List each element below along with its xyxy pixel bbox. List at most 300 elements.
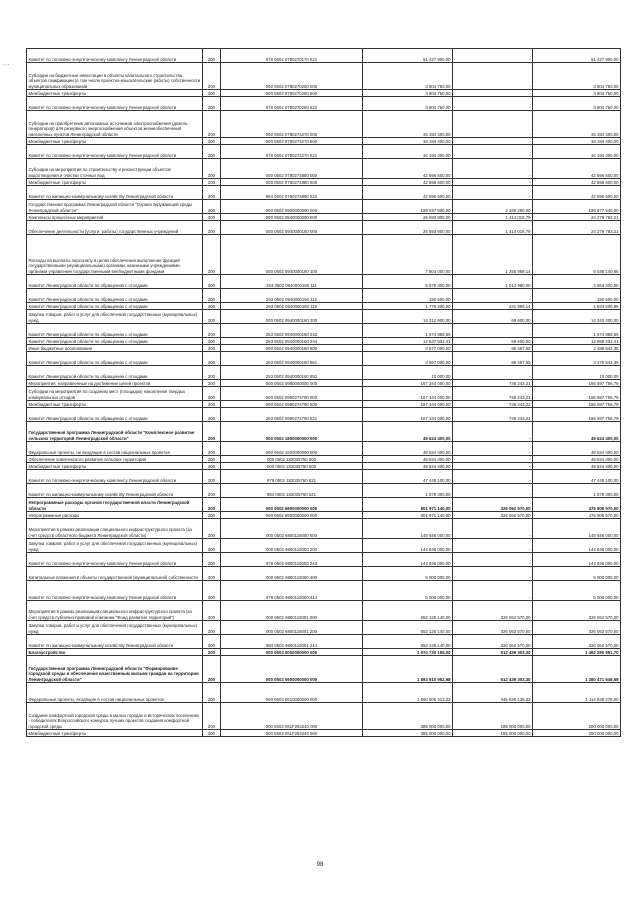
row-approved: 25 693 800,00	[363, 214, 453, 221]
row-approved: 42 596 600,00	[363, 186, 453, 200]
row-name: Субсидии на бюджетные инвестиции в объекты капитального строительства объектов газификации (в том числе проектно-изыскательские работы) собственности муниципальных образований	[27, 63, 203, 90]
row-executed: 445 626 135,33	[453, 683, 533, 703]
row-code: 200	[203, 408, 221, 422]
row-kbk: 000 0502 0940000000 000	[221, 214, 363, 221]
row-approved: 34 194 400,00	[363, 111, 453, 138]
row-kbk: 253 0502 0980274790 521	[221, 408, 363, 422]
row-code: 200	[203, 456, 221, 463]
row-executed: -	[453, 49, 533, 63]
row-remaining: 34 194 400,00	[533, 138, 621, 145]
row-code: 200	[203, 581, 221, 601]
table-row	[27, 387, 621, 401]
row-executed: 326 062 570,00	[453, 621, 533, 635]
row-code: 200	[203, 512, 221, 519]
row-approved: 5 878 300,00	[363, 275, 453, 289]
row-name: Закупка товаров, работ и услуг для обеспечения государственных (муниципальных) нужд	[27, 310, 203, 324]
row-name: Иные бюджетные ассигнования	[27, 345, 203, 352]
row-name: Закупка товаров, работ и услуг для обеспечения государственных (муниципальных) нужд	[27, 621, 203, 635]
row-approved: 3 804 750,00	[363, 97, 453, 111]
table-row	[27, 366, 621, 380]
row-kbk: 000 0502 1820000000 000	[221, 442, 363, 456]
row-name: Комплексы процессных мероприятий	[27, 214, 203, 221]
table-row	[27, 310, 621, 324]
row-remaining: 5 000 000,00	[533, 567, 621, 581]
row-remaining: 200 000 000,00	[533, 730, 621, 737]
row-remaining: 42 596 600,00	[533, 186, 621, 200]
row-executed: -	[453, 138, 533, 145]
table-row	[27, 303, 621, 310]
row-name: Комитет Ленинградской области по обращению с отходами	[27, 366, 203, 380]
row-code: 200	[203, 138, 221, 145]
row-executed: 185 000 000,00	[453, 730, 533, 737]
budget-table	[26, 48, 621, 737]
row-remaining: 144 846 000,00	[533, 539, 621, 553]
row-approved: 7 804 000,00	[363, 235, 453, 275]
row-kbk: 253 0502 0940000160 244	[221, 338, 363, 345]
row-kbk: 984 0502 0780274880 522	[221, 186, 363, 200]
row-code: 200	[203, 380, 221, 387]
row-approved: 3 804 750,00	[363, 63, 453, 90]
row-code: 200	[203, 186, 221, 200]
table-row	[27, 338, 621, 345]
row-approved: 144 846 000,00	[363, 553, 453, 567]
row-name: Комитет Ленинградской области по обращению с отходами	[27, 303, 203, 310]
row-code: 200	[203, 567, 221, 581]
row-kbk: 000 0502 0780274880 500	[221, 179, 363, 186]
table-row	[27, 656, 621, 683]
table-row	[27, 179, 621, 186]
row-code: 200	[203, 484, 221, 498]
table-row	[27, 221, 621, 235]
table-row	[27, 90, 621, 97]
row-approved: 48 524 400,00	[363, 456, 453, 463]
row-name: Федеральные проекты, входящие в состав национальных проектов	[27, 683, 203, 703]
row-kbk: 000 0502 0780270250 000	[221, 63, 363, 90]
row-executed: 326 062 570,00	[453, 512, 533, 519]
row-code: 200	[203, 539, 221, 553]
row-remaining: 34 194 400,00	[533, 145, 621, 159]
row-approved: 10 000,00	[363, 366, 453, 380]
row-name: Комитет по топливно-энергетическому комплексу Ленинградской области	[27, 581, 203, 601]
table-row	[27, 111, 621, 138]
row-remaining: 1 380 471 649,68	[533, 656, 621, 683]
row-remaining: 326 062 570,00	[533, 621, 621, 635]
row-remaining: 42 596 600,00	[533, 179, 621, 186]
row-remaining: 200 000 000,00	[533, 703, 621, 730]
row-kbk: 978 0502 0780274270 521	[221, 145, 363, 159]
row-executed: 185 000 000,00	[453, 703, 533, 730]
row-name: Межбюджетные трансферты	[27, 90, 203, 97]
row-approved: 5 000 000,00	[363, 581, 453, 601]
row-kbk: 978 0502 0780270250 522	[221, 97, 363, 111]
row-remaining: 3 478 542,35	[533, 352, 621, 366]
row-name: Мероприятия в рамках реализации специального инфраструктурного проекта (за счет средств публично-правовой компании "Фонд развития территорий")	[27, 601, 203, 621]
row-code: 200	[203, 145, 221, 159]
row-name: Создание комфортной городской среды в малых городах и исторических поселениях - победителях Всероссийского конкурса лучших проектов создания комфортной городской среды	[27, 703, 203, 730]
row-executed: -	[453, 97, 533, 111]
row-kbk: 253 0502 0940000160 852	[221, 366, 363, 380]
row-kbk: 000 0502 6800000000 000	[221, 512, 363, 519]
row-name: Непрограммные расходы органов государственной власти Ленинградской области	[27, 498, 203, 512]
row-name: Расходы на выплаты персоналу в целях обеспечения выполнения функций государственными (муниципальными) органами, казенными учреждениями, органами управления государственными внебюджетными фондами	[27, 235, 203, 275]
row-name: Субсидии на приобретение автономных источников электроснабжения (дизель-генераторов) для резервного энергоснабжения объектов жизнеобеспечения населенных пунктов Ленинградской области	[27, 111, 203, 138]
row-executed: -	[453, 567, 533, 581]
row-approved: 1 674 968,59	[363, 324, 453, 338]
row-name: Федеральные проекты, не входящие в состав национальных проектов	[27, 442, 203, 456]
row-code: 200	[203, 463, 221, 470]
row-code: 200	[203, 49, 221, 63]
table-row	[27, 289, 621, 303]
row-name: Комитет Ленинградской области по обращению с отходами	[27, 324, 203, 338]
row-kbk: 978 0502 0780270170 521	[221, 49, 363, 63]
table-row	[27, 649, 621, 656]
row-code: 200	[203, 200, 221, 214]
row-kbk: 000 0502 0980274790 000	[221, 387, 363, 401]
row-name: Капитальные вложения в объекты государственной (муниципальной) собственности	[27, 567, 203, 581]
row-executed: -	[453, 484, 533, 498]
row-kbk: 000 0502 0980000000 000	[221, 380, 363, 387]
row-name: Обеспечение комплексного развития сельских территорий	[27, 456, 203, 463]
row-code: 200	[203, 221, 221, 235]
row-remaining: 3 804 750,00	[533, 90, 621, 97]
row-approved: 34 194 400,00	[363, 138, 453, 145]
row-executed: 326 062 570,00	[453, 498, 533, 512]
table-row	[27, 512, 621, 519]
table-row	[27, 463, 621, 470]
table-row	[27, 200, 621, 214]
table-row	[27, 186, 621, 200]
row-remaining: 1 533 200,86	[533, 303, 621, 310]
row-kbk: 000 0502 6800000000 000	[221, 498, 363, 512]
row-executed: 69 600,00	[453, 310, 533, 324]
row-approved: 3 577 000,00	[363, 345, 453, 352]
row-name: Государственная программа Ленинградской области "Комплексное развитие сельских территорий Ленинградской области"	[27, 422, 203, 442]
row-kbk: 000 0502 0940000160 200	[221, 310, 363, 324]
row-remaining: 3 804 750,00	[533, 63, 621, 90]
row-approved: 652 125 140,00	[363, 621, 453, 635]
row-approved: 1 079 300,00	[363, 484, 453, 498]
row-code: 200	[203, 303, 221, 310]
row-executed: -	[453, 366, 533, 380]
row-remaining: 475 908 570,00	[533, 498, 621, 512]
row-kbk: 000 0502 0900000000 000	[221, 200, 363, 214]
row-code: 200	[203, 235, 221, 275]
table-row	[27, 635, 621, 649]
row-name: Комитет Ленинградской области по обращению с отходами	[27, 352, 203, 366]
row-executed: -	[453, 159, 533, 179]
row-name: Межбюджетные трансферты	[27, 179, 203, 186]
row-code: 200	[203, 90, 221, 97]
row-approved: 801 971 140,00	[363, 498, 453, 512]
row-remaining: 326 062 570,00	[533, 635, 621, 649]
row-code: 200	[203, 63, 221, 90]
row-executed: 1 414 016,79	[453, 214, 533, 221]
row-remaining: 48 524 400,00	[533, 442, 621, 456]
row-executed: 69 600,00	[453, 338, 533, 345]
row-name: Государственная программа Ленинградской области "Охрана окружающей среды Ленинградской области"	[27, 200, 203, 214]
row-code: 200	[203, 442, 221, 456]
row-executed: -	[453, 324, 533, 338]
row-approved: 652 125 140,00	[363, 601, 453, 621]
row-remaining: 48 524 400,00	[533, 456, 621, 463]
row-code: 200	[203, 601, 221, 621]
row-remaining: 144 846 000,00	[533, 553, 621, 567]
row-kbk: 000 0502 0940000160 800	[221, 345, 363, 352]
table-row	[27, 159, 621, 179]
table-row	[27, 214, 621, 221]
table-row	[27, 145, 621, 159]
row-kbk: 253 0502 0940000160 119	[221, 303, 363, 310]
row-executed: -	[453, 90, 533, 97]
page-number: 98	[316, 862, 324, 868]
row-code: 200	[203, 275, 221, 289]
row-code: 200	[203, 656, 221, 683]
row-executed: -	[453, 456, 533, 463]
row-approved: 1 974 730 155,00	[363, 649, 453, 656]
table-row	[27, 683, 621, 703]
row-kbk: 000 0502 1800000000 000	[221, 422, 363, 442]
row-kbk: 253 0502 0940000160 111	[221, 275, 363, 289]
row-remaining: 24 279 783,21	[533, 221, 621, 235]
row-remaining: 51 427 800,00	[533, 49, 621, 63]
row-name: Мероприятия, направленные на достижение целей проектов	[27, 380, 203, 387]
table-row	[27, 138, 621, 145]
table-row	[27, 730, 621, 737]
row-remaining: 3 804 750,00	[533, 97, 621, 111]
row-approved: 51 427 800,00	[363, 49, 453, 63]
row-kbk: 000 0502 182035760 000	[221, 456, 363, 463]
table-row	[27, 97, 621, 111]
row-name: Мероприятия в рамках реализации специального инфраструктурного проекта (за счет средств областного бюджета Ленинградской области)	[27, 519, 203, 539]
row-executed: -	[453, 553, 533, 567]
row-executed: 1 255 959,14	[453, 235, 533, 275]
row-approved: 150 500,00	[363, 289, 453, 303]
row-code: 200	[203, 111, 221, 138]
row-approved: 12 637 831,41	[363, 338, 453, 345]
row-name: Субсидии на мероприятия по созданию мест (площадок) накопления твердых коммунальных отходов	[27, 387, 203, 401]
row-name: Комитет по топливно-энергетическому комплексу Ленинградской области	[27, 145, 203, 159]
row-executed: 241 999,14	[453, 303, 533, 310]
row-executed: -	[453, 111, 533, 138]
row-executed: 326 062 570,00	[453, 635, 533, 649]
row-remaining: 5 000 000,00	[533, 581, 621, 601]
row-executed: 88 457,65	[453, 352, 533, 366]
row-executed: 512 439 303,30	[453, 656, 533, 683]
row-approved: 1 775 200,00	[363, 303, 453, 310]
row-approved: 167 344 000,00	[363, 380, 453, 387]
row-name: Межбюджетные трансферты	[27, 463, 203, 470]
row-remaining: 166 597 756,79	[533, 380, 621, 387]
row-remaining: 475 908 570,00	[533, 512, 621, 519]
row-executed: 1 414 016,79	[453, 221, 533, 235]
row-code: 200	[203, 519, 221, 539]
row-code: 200	[203, 422, 221, 442]
margin-mark: - .-	[3, 62, 10, 68]
row-remaining: 24 279 783,21	[533, 214, 621, 221]
row-name: Субсидии на мероприятия по строительству и реконструкции объектов водоотведения и очистки сточных вод	[27, 159, 203, 179]
row-code: 200	[203, 366, 221, 380]
row-name: Благоустройство	[27, 649, 203, 656]
table-row	[27, 275, 621, 289]
row-approved: 42 596 600,00	[363, 159, 453, 179]
table-row	[27, 345, 621, 352]
row-executed: 746 243,21	[453, 380, 533, 387]
row-executed: -	[453, 179, 533, 186]
row-executed: -	[453, 289, 533, 303]
row-name: Комитет по топливно-энергетическому комплексу Ленинградской области	[27, 553, 203, 567]
row-executed: -	[453, 519, 533, 539]
row-remaining: 326 062 570,00	[533, 601, 621, 621]
row-kbk: 000 0502 6800116001 000	[221, 601, 363, 621]
row-approved: 801 971 140,00	[363, 512, 453, 519]
table-row	[27, 539, 621, 553]
row-kbk: 000 0502 0780274880 000	[221, 159, 363, 179]
row-code: 200	[203, 387, 221, 401]
row-executed: 512 439 303,30	[453, 649, 533, 656]
row-approved: 167 344 000,00	[363, 387, 453, 401]
table-row	[27, 519, 621, 539]
row-remaining: 3 488 542,35	[533, 345, 621, 352]
table-row	[27, 442, 621, 456]
row-kbk: 000 0503 061F254240 500	[221, 730, 363, 737]
row-executed: -	[453, 539, 533, 553]
row-name: Комитет Ленинградской области по обращению с отходами	[27, 275, 203, 289]
row-kbk: 000 0502 6800116001 200	[221, 621, 363, 635]
table-row	[27, 581, 621, 601]
row-kbk: 000 0503 0000000000 000	[221, 649, 363, 656]
table-row	[27, 456, 621, 463]
row-name: Комитет Ленинградской области по обращению с отходами	[27, 338, 203, 345]
table-row	[27, 49, 621, 63]
row-approved: 652 125 140,00	[363, 635, 453, 649]
row-code: 200	[203, 352, 221, 366]
row-code: 200	[203, 703, 221, 730]
row-approved: 385 000 000,00	[363, 703, 453, 730]
row-code: 200	[203, 179, 221, 186]
row-code: 200	[203, 310, 221, 324]
row-kbk: 000 0502 182035760 500	[221, 463, 363, 470]
row-approved: 3 804 750,00	[363, 90, 453, 97]
row-name: Межбюджетные трансферты	[27, 401, 203, 408]
row-code: 200	[203, 324, 221, 338]
row-approved: 1 560 505 413,33	[363, 683, 453, 703]
table-row	[27, 235, 621, 275]
row-kbk: 000 0503 061F254240 000	[221, 703, 363, 730]
row-kbk: 984 0502 6800116001 244	[221, 635, 363, 649]
row-remaining: 49 524 400,00	[533, 422, 621, 442]
row-kbk: 000 0502 0940000160 000	[221, 221, 363, 235]
row-remaining: 166 597 756,79	[533, 408, 621, 422]
row-executed: -	[453, 463, 533, 470]
row-kbk: 000 0502 0780274270 500	[221, 138, 363, 145]
table-row	[27, 401, 621, 408]
row-executed: -	[453, 63, 533, 90]
row-name: Комитет по топливно-энергетическому комплексу Ленинградской области	[27, 97, 203, 111]
row-kbk: 984 0502 182035760 521	[221, 484, 363, 498]
row-approved: 167 344 000,00	[363, 408, 453, 422]
row-executed: -	[453, 186, 533, 200]
table-row	[27, 324, 621, 338]
row-executed: -	[453, 422, 533, 442]
row-code: 200	[203, 401, 221, 408]
row-remaining: 34 194 400,00	[533, 111, 621, 138]
table-row	[27, 470, 621, 484]
budget-table-body	[27, 49, 621, 737]
row-executed: 1 013 980,00	[453, 275, 533, 289]
row-kbk: 253 0502 0940000160 112	[221, 289, 363, 303]
row-code: 200	[203, 159, 221, 179]
row-approved: 34 194 400,00	[363, 145, 453, 159]
row-code: 200	[203, 470, 221, 484]
row-remaining: 47 445 100,00	[533, 470, 621, 484]
row-executed: -	[453, 145, 533, 159]
table-row	[27, 567, 621, 581]
table-row	[27, 484, 621, 498]
row-name: Комитет по жилищно-коммунальному хозяйству Ленинградской области	[27, 186, 203, 200]
row-kbk: 253 0502 0940000160 242	[221, 324, 363, 338]
row-approved: 199 037 800,00	[363, 200, 453, 214]
row-approved: 149 846 000,00	[363, 519, 453, 539]
row-name: Непрограммные расходы	[27, 512, 203, 519]
row-name: Государственная программа Ленинградской области "Формирование городской среды и обеспечение качественным жильем граждан на территории Ленинградской области"	[27, 656, 203, 683]
row-approved: 144 846 000,00	[363, 539, 453, 553]
row-remaining: 1 674 968,59	[533, 324, 621, 338]
row-code: 200	[203, 683, 221, 703]
row-remaining: 12 568 231,41	[533, 338, 621, 345]
row-code: 200	[203, 345, 221, 352]
table-row	[27, 621, 621, 635]
row-code: 200	[203, 649, 221, 656]
row-executed: 88 457,65	[453, 345, 533, 352]
row-remaining: 196 877 540,00	[533, 200, 621, 214]
row-executed: -	[453, 442, 533, 456]
row-name: Комитет Ленинградской области по обращению с отходами	[27, 408, 203, 422]
row-kbk: 978 0502 182035760 521	[221, 470, 363, 484]
row-approved: 48 524 400,00	[363, 463, 453, 470]
row-name: Комитет по топливно-энергетическому комплексу Ленинградской области	[27, 49, 203, 63]
row-code: 200	[203, 289, 221, 303]
row-name: Обеспечение деятельности (услуги, работы) государственных учреждений	[27, 221, 203, 235]
table-row	[27, 601, 621, 621]
row-approved: 47 445 100,00	[363, 470, 453, 484]
row-remaining: 1 079 300,00	[533, 484, 621, 498]
row-remaining: 1 114 839 278,00	[533, 683, 621, 703]
row-executed: 746 243,21	[453, 401, 533, 408]
row-approved: 5 000 000,00	[363, 567, 453, 581]
row-approved: 167 344 000,00	[363, 401, 453, 408]
row-approved: 1 893 910 952,98	[363, 656, 453, 683]
row-remaining: 48 524 400,00	[533, 463, 621, 470]
row-remaining: 14 243 200,00	[533, 310, 621, 324]
row-approved: 42 596 600,00	[363, 179, 453, 186]
row-kbk: 000 0502 0980274790 500	[221, 401, 363, 408]
row-executed: 2 160 260,00	[453, 200, 533, 214]
row-remaining: 6 548 140,86	[533, 235, 621, 275]
row-kbk: 000 0502 0780270250 500	[221, 90, 363, 97]
row-name: Закупка товаров, работ и услуг для обеспечения государственных (муниципальных) нужд	[27, 539, 203, 553]
row-kbk: 978 0502 6800116000 414	[221, 581, 363, 601]
table-row	[27, 408, 621, 422]
row-code: 200	[203, 338, 221, 345]
row-kbk: 000 0502 6800116000 400	[221, 567, 363, 581]
table-row	[27, 422, 621, 442]
row-remaining: 166 597 756,79	[533, 387, 621, 401]
row-name: Межбюджетные трансферты	[27, 138, 203, 145]
row-code: 200	[203, 498, 221, 512]
row-kbk: 000 0503 0600000000 000	[221, 656, 363, 683]
row-executed: 326 062 570,00	[453, 601, 533, 621]
budget-table-sheet	[26, 48, 620, 737]
